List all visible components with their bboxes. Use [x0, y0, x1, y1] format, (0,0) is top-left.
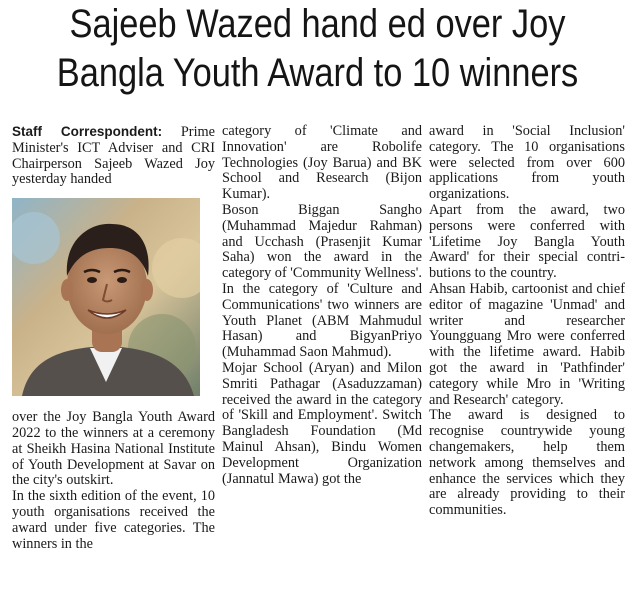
headline-line-1: Sajeeb Wazed hand ed over Joy	[69, 2, 566, 46]
headline	[44, 0, 590, 98]
paragraph-sixth-edition: In the sixth edition of the event, 10 youth organisations received the award under five categories. The winners in the	[12, 488, 215, 552]
paragraph-social-inclusion: award in 'Social Inclusion' category. The 10 organisations were selected from over 600 applications from youth organizations.	[429, 123, 625, 203]
byline: Staff Correspondent:	[12, 124, 163, 139]
headline-line-2: Bangla Youth Award to 10 winners	[56, 51, 579, 95]
paragraph-lifetime-award: Apart from the award, two persons were conferred with 'Lifetime Joy Bangla Youth Award' for their special contributions to the country.	[429, 201, 625, 282]
paragraph-community-wellness: Boson Biggan Sangho (Muhammad Majedur Rahman) and Ucchash (Prasenjit Kumar Saha) won the award in the category of 'Community Wellness'.	[222, 201, 422, 282]
article-column-1	[12, 124, 215, 552]
paragraph-climate-innovation: category of 'Climate and Innovation' are Robolife Technologies (Joy Barua) and BK School and Research (Bijon Kumar).	[222, 123, 422, 203]
paragraph-culture-communications: In the category of 'Culture and Communications' two winners are Youth Planet (ABM Mahmudul Hasan) and BigyanPriyo (Muhammad Saon Mahmud).	[222, 280, 422, 361]
paragraph-lifetime-winners: Ahsan Habib, cartoonist and chief editor of magazine 'Unmad' and writer and researcher Youngguang Mro were conferred with the lifetime award. Habib got the award in 'Pathfinder' category while Mro in 'Writing and Research' category.	[429, 280, 625, 408]
intro-text: Prime Minister's ICT Adviser and CRI Chairperson Sajeeb Wazed Joy yesterday handed	[12, 124, 216, 188]
portrait-photo-image	[12, 198, 200, 396]
paragraph-award-purpose: The award is designed to recognise countrywide young changemakers, help them network among themselves and enhance the services which they are already providing to their communities.	[429, 407, 625, 519]
portrait-photo	[12, 198, 200, 396]
article-column-2	[222, 124, 422, 487]
paragraph-ceremony: over the Joy Bangla Youth Award 2022 to the winners at a ceremony at Sheikh Hasina National Institute of Youth Development at Savar on the city's outskirt.	[12, 409, 215, 489]
paragraph-skill-employment: Mojar School (Aryan) and Milon Smriti Pathagar (Asaduzzaman) received the award in the category of 'Skill and Employment'. Switch Bangladesh Foundation (Md Mainul Ahsan), Bindu Women Development Organization (Jannatul Mawa) got the	[222, 359, 422, 487]
intro-paragraph	[12, 124, 215, 188]
article-column-3	[429, 124, 625, 519]
